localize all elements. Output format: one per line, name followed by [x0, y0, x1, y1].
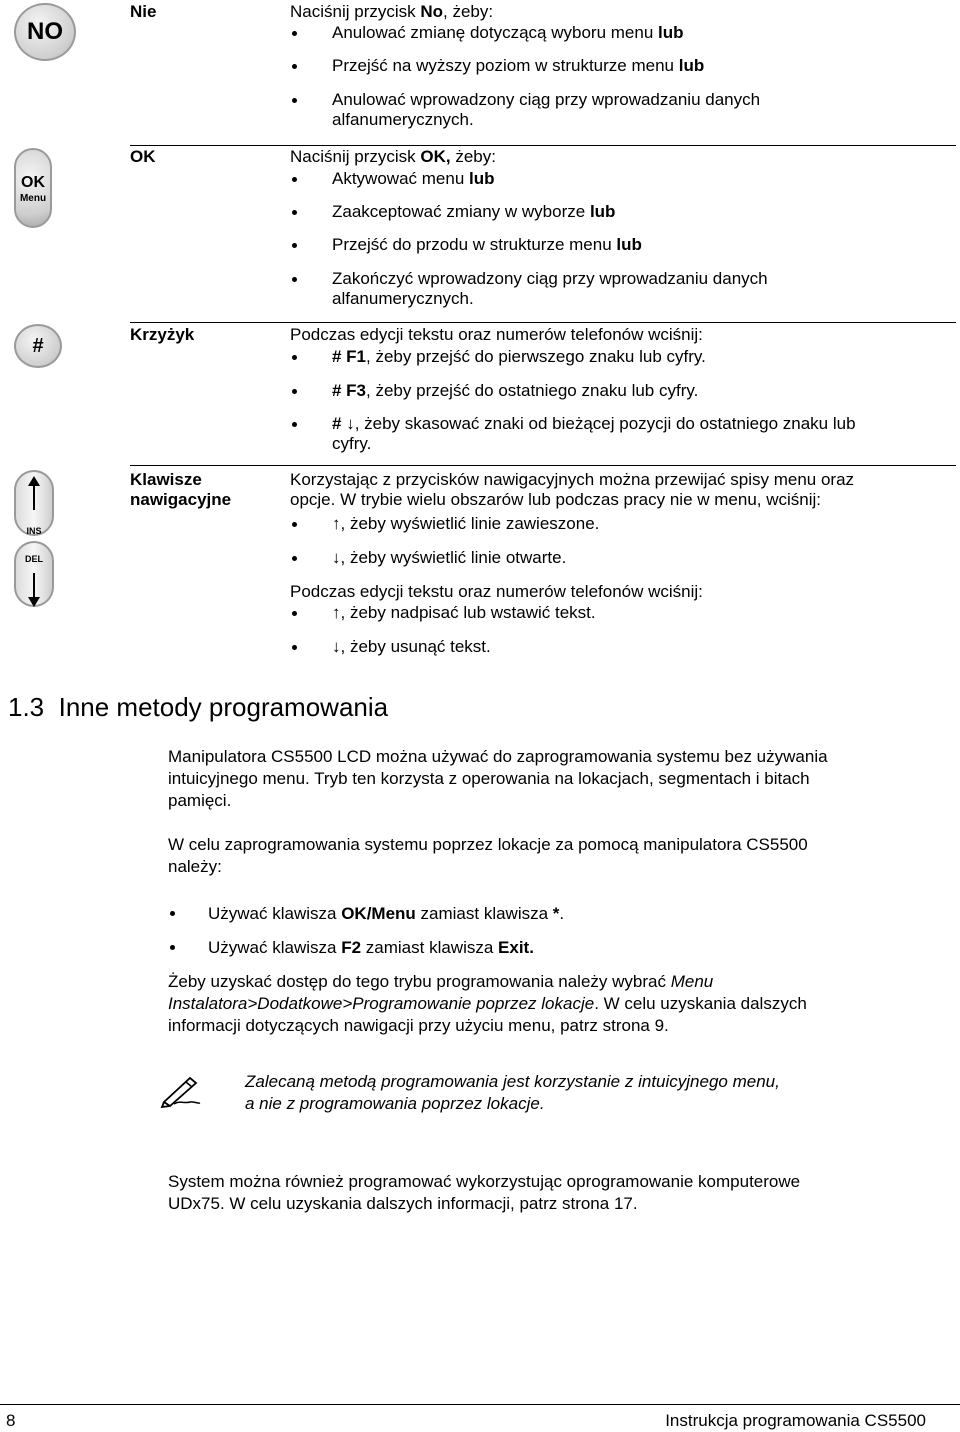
no-bullet-3: Anulować wprowadzony ciąg przy wprowadzaniu danych alfanumerycznych. — [290, 90, 950, 130]
hash-bullet-3: # ↓, żeby skasować znaki od bieżącej pozycji do ostatniego znaku lub cyfry. — [290, 414, 950, 454]
nav-bullet-1: ↑, żeby wyświetlić linie zawieszone. — [290, 514, 950, 534]
ok-bullet-4: Zakończyć wprowadzony ciąg przy wprowadzaniu danych alfanumerycznych. — [290, 269, 950, 309]
key-name-hash: Krzyżyk — [130, 325, 195, 344]
section-bullet-2: Używać klawisza F2 zamiast klawisza Exit. — [168, 937, 928, 959]
down-arrow-icon: ↓ — [346, 414, 355, 433]
section-paragraph-1: Manipulatora CS5500 LCD można używać do zaprogramowania systemu bez używania intuicyjnego menu. Tryb ten korzysta z operowania na lokacjach, segmentach i bitach pamięci. — [168, 747, 828, 810]
no-bullet-1: Anulować zmianę dotyczącą wyboru menu lub — [290, 23, 950, 43]
hash-button-icon: # — [14, 324, 62, 368]
section-paragraph-2: W celu zaprogramowania systemu poprzez lokacje za pomocą manipulatora CS5500 należy: — [168, 835, 808, 876]
footer-rule — [0, 1404, 960, 1405]
down-arrow-icon: ↓ — [332, 637, 341, 656]
hash-intro: Podczas edycji tekstu oraz numerów telefonów wciśnij: — [290, 325, 703, 344]
section-paragraph-3: Żeby uzyskać dostęp do tego trybu programowania należy wybrać Menu Instalatora>Dodatkowe>Programowanie poprzez lokacje. W celu uzyskania dalszych informacji dotyczących nawigacji przy użyciu menu, patrz strona 9. — [168, 972, 807, 1035]
nav-bullet-4: ↓, żeby usunąć tekst. — [290, 637, 950, 657]
key-name-ok: OK — [130, 147, 156, 166]
del-down-key-icon: DEL — [14, 541, 54, 607]
up-arrow-icon — [16, 472, 52, 518]
ok-intro: Naciśnij przycisk OK, żeby: — [290, 147, 496, 166]
no-button-icon: NO — [14, 3, 76, 61]
down-arrow-icon — [16, 569, 52, 613]
hash-bullet-1: # F1, żeby przejść do pierwszego znaku lub cyfry. — [290, 347, 950, 367]
nav-paragraph-2: Podczas edycji tekstu oraz numerów telefonów wciśnij: — [290, 582, 703, 601]
ins-up-key-icon: INS — [14, 470, 54, 536]
no-bullet-2: Przejść na wyższy poziom w strukturze menu lub — [290, 56, 950, 76]
section-paragraph-4: System można również programować wykorzystując oprogramowanie komputerowe UDx75. W celu uzyskania dalszych informacji, patrz strona 17. — [168, 1172, 801, 1213]
note-text: Zalecaną metodą programowania jest korzystanie z intuicyjnego menu, a nie z programowania poprzez lokacje. — [245, 1072, 780, 1113]
ok-bullet-1: Aktywować menu lub — [290, 169, 950, 189]
row-divider — [130, 322, 956, 323]
up-arrow-icon: ↑ — [332, 603, 341, 622]
nav-bullet-2: ↓, żeby wyświetlić linie otwarte. — [290, 548, 950, 568]
ok-bullet-2: Zaakceptować zmiany w wyborze lub — [290, 202, 950, 222]
ok-menu-button-icon: OK Menu — [14, 148, 52, 228]
page-number: 8 — [6, 1411, 16, 1430]
ok-bullet-3: Przejść do przodu w strukturze menu lub — [290, 235, 950, 255]
nav-paragraph-1: Korzystając z przycisków nawigacyjnych można przewijać spisy menu oraz opcje. W trybie wielu obszarów lub podczas pracy nie w menu, wciśnij: — [290, 470, 855, 509]
document-title: Instrukcja programowania CS5500 — [665, 1411, 926, 1430]
section-heading: 1.3 Inne metody programowania — [8, 692, 389, 722]
nav-bullet-3: ↑, żeby nadpisać lub wstawić tekst. — [290, 603, 950, 623]
hash-bullet-2: # F3, żeby przejść do ostatniego znaku lub cyfry. — [290, 381, 950, 401]
up-arrow-icon: ↑ — [332, 514, 341, 533]
down-arrow-icon: ↓ — [332, 548, 341, 567]
no-intro: Naciśnij przycisk No, żeby: — [290, 2, 494, 21]
key-name-navigation: Klawisze nawigacyjne — [130, 470, 232, 509]
row-divider — [130, 145, 956, 146]
section-bullet-1: Używać klawisza OK/Menu zamiast klawisza *. — [168, 903, 928, 925]
row-divider — [130, 465, 956, 466]
key-name-no: Nie — [130, 2, 157, 21]
note-pencil-icon — [160, 1074, 202, 1108]
